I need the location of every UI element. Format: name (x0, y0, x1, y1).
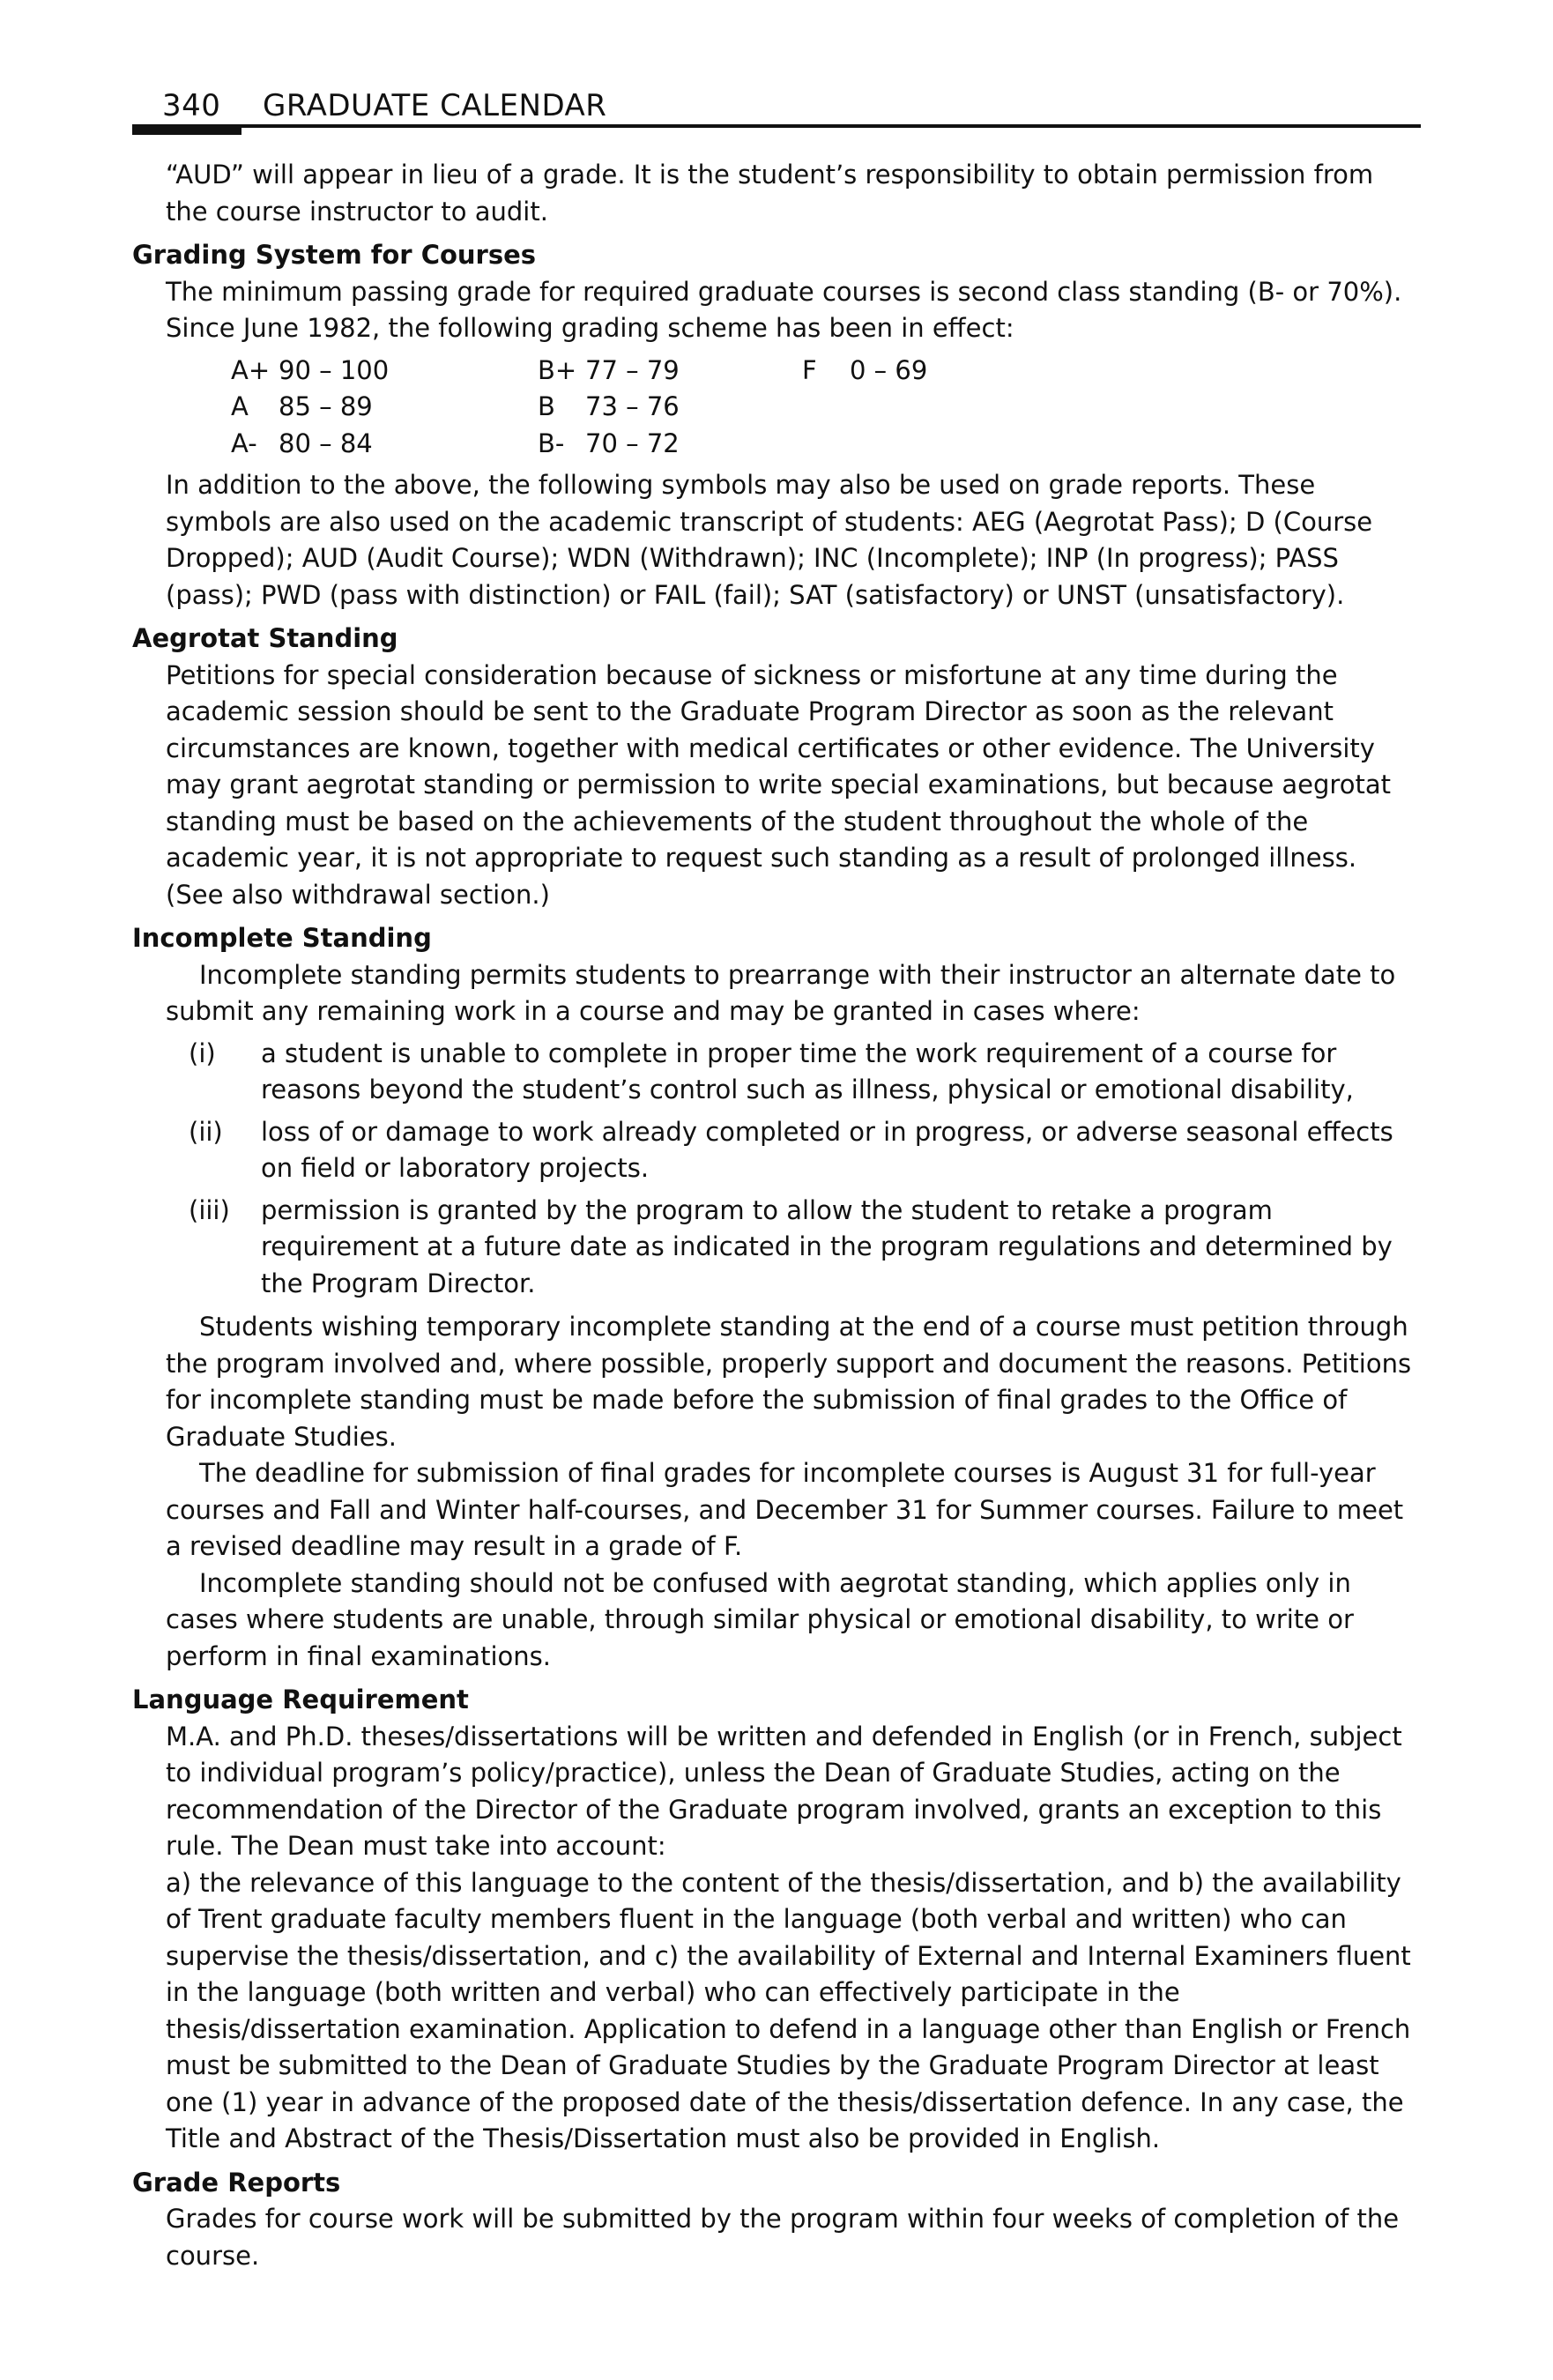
grade-reports-paragraph: Grades for course work will be submitted by the program within four weeks of completion of the course. (166, 2204, 1400, 2271)
grade-letter: B- (538, 428, 565, 458)
list-marker: (i) (189, 1038, 216, 1068)
grade-letter: A (231, 391, 249, 421)
grade-row (231, 426, 1421, 463)
grade-range: 85 – 89 (279, 391, 373, 421)
incomplete-deadline-paragraph: The deadline for submission of final grades for incomplete courses is August 31 for full-year courses and Fall and Winter half-courses, and December 31 for Summer courses. Failure to meet a revised deadline may result in a grade of F. (166, 1458, 1404, 1561)
grade-entry (802, 353, 978, 390)
audit-paragraph: “AUD” will appear in lieu of a grade. It is the student’s responsibility to obtain permission from the course instructor to audit. (166, 160, 1374, 227)
grade-row (231, 353, 1421, 390)
grade-entry (231, 389, 538, 426)
incomplete-intro: Incomplete standing permits students to prearrange with their instructor an alternate date to submit any remaining work in a course and may be granted in cases where: (166, 959, 1396, 1026)
aegrotat-paragraph: Petitions for special consideration because of sickness or misfortune at any time during the academic session should be sent to the Graduate Program Director as soon as the relevant circumstances are known, together with medical certificates or other evidence. The University may grant aegrotat standing or permission to write special examinations, but because aegrotat standing must be based on the achievements of the student throughout the whole of the academic year, it is not appropriate to request such standing as a result of prolonged illness. (See also withdrawal section.) (166, 659, 1391, 910)
list-item (132, 1114, 1421, 1187)
page-body (132, 157, 1421, 2274)
header-rule-accent (132, 124, 241, 135)
list-text: a student is unable to complete in proper time the work requirement of a course for reasons beyond the student’s control such as illness, physical or emotional disability, (261, 1038, 1354, 1104)
grade-letter: A- (231, 428, 257, 458)
grade-entry (231, 426, 538, 463)
list-text: permission is granted by the program to allow the student to retake a program requirement at a future date as indicated in the program regulations and determined by the Program Director. (261, 1194, 1393, 1298)
grade-entry (538, 353, 802, 390)
list-text: loss of or damage to work already completed or in progress, or adverse seasonal effects on field or laboratory projects. (261, 1116, 1393, 1183)
grade-range: 90 – 100 (279, 354, 390, 385)
grade-row (231, 389, 1421, 426)
list-marker: (iii) (189, 1194, 230, 1225)
running-header (132, 81, 1421, 123)
incomplete-petition-paragraph: Students wishing temporary incomplete standing at the end of a course must petition through the program involved and, where possible, properly support and document the reasons. Petitions for incomplete standing must be made before the submission of final grades to the Office of Graduate Studies. (166, 1312, 1412, 1452)
list-item (132, 1036, 1421, 1109)
grade-letter: B+ (538, 354, 577, 385)
list-marker: (ii) (189, 1116, 223, 1147)
grade-range: 70 – 72 (585, 428, 680, 458)
grade-range: 80 – 84 (279, 428, 373, 458)
list-item (132, 1193, 1421, 1303)
grading-scale-table (132, 353, 1421, 463)
grading-intro: The minimum passing grade for required graduate courses is second class standing (B- or 70%). Since June 1982, the following grading scheme has been in effect: (166, 276, 1402, 343)
language-heading: Language Requirement (132, 1685, 469, 1714)
language-criteria-paragraph: a) the relevance of this language to the content of the thesis/dissertation, and b) the availability of Trent graduate faculty members fluent in the language (both verbal and written) who can supervise the thesis/dissertation, and c) the availability of External and Internal Examiners fluent in the language (both written and verbal) who can effectively participate in the thesis/dissertation examination. Application to defend in a language other than English or French must be submitted to the Dean of Graduate Studies by the Graduate Program Director at least one (1) year in advance of the proposed date of the thesis/dissertation defence. In any case, the Title and Abstract of the Thesis/Dissertation must also be provided in English. (166, 1867, 1411, 2153)
grade-entry (538, 389, 802, 426)
running-title: GRADUATE CALENDAR (263, 88, 607, 123)
aegrotat-heading: Aegrotat Standing (132, 623, 398, 653)
grade-letter: B (538, 391, 555, 421)
grade-symbols-paragraph: In addition to the above, the following symbols may also be used on grade reports. These symbols are also used on the academic transcript of students: AEG (Aegrotat Pass); D (Course Dropped); AUD (Audit Course); WDN (Withdrawn); INC (Incomplete); INP (In progress); PASS (pass); PWD (pass with distinction) or FAIL (fail); SAT (satisfactory) or UNST (unsatisfactory). (166, 470, 1373, 610)
grade-letter: A+ (231, 354, 271, 385)
header-rule (132, 124, 1421, 128)
grade-entry (231, 353, 538, 390)
grade-range: 77 – 79 (585, 354, 680, 385)
grade-range: 0 – 69 (850, 354, 928, 385)
grade-range: 73 – 76 (585, 391, 680, 421)
language-paragraph: M.A. and Ph.D. theses/dissertations will be written and defended in English (or in French, subject to individual program’s policy/practice), unless the Dean of Graduate Studies, acting on the recommendation of the Director of the Graduate program involved, grants an exception to this rule. The Dean must take into account: (166, 1721, 1402, 1861)
incomplete-heading: Incomplete Standing (132, 923, 432, 953)
document-page (132, 81, 1421, 2271)
page-number: 340 (162, 88, 221, 123)
grade-reports-heading: Grade Reports (132, 2167, 341, 2198)
grading-system-heading: Grading System for Courses (132, 240, 537, 270)
incomplete-distinction-paragraph: Incomplete standing should not be confused with aegrotat standing, which applies only in cases where students are unable, through similar physical or emotional disability, to write or perform in final examinations. (166, 1567, 1354, 1671)
grade-letter: F (802, 354, 817, 385)
grade-entry (538, 426, 802, 463)
